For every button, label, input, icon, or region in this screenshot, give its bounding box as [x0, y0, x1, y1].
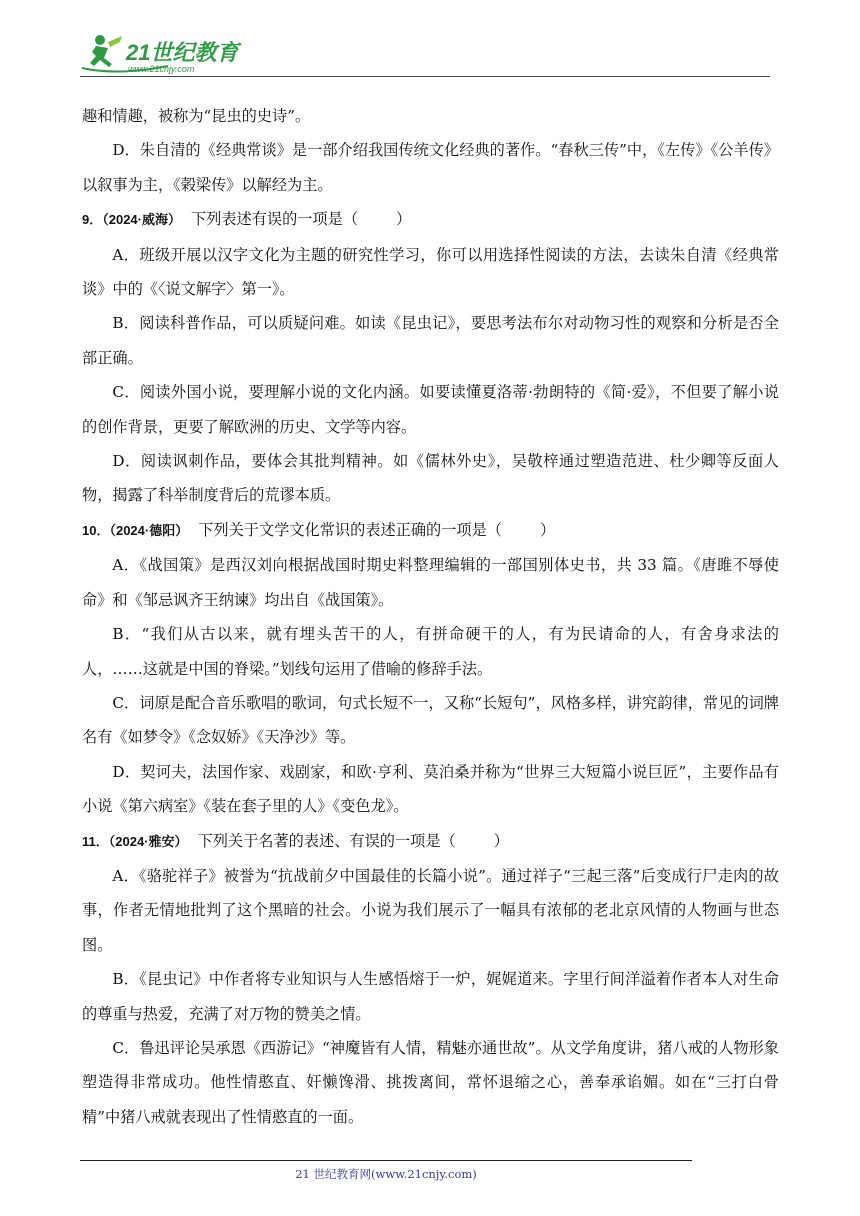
option-paragraph: C．鲁迅评论吴承恩《西游记》“神魔皆有人情，精魅亦通世故”。从文学角度讲，猪八戒的人物形象塑造得非常成功。他性情憨直、奸懒馋滑、挑拨离间，常怀退缩之心，善奉承谄媚。如在“三打白骨精”中猪八戒就表现出了性情憨直的一面。 [82, 1038, 779, 1126]
option-paragraph: D．阅读讽刺作品，要体会其批判精神。如《儒林外史》，吴敬梓通过塑造范进、杜少卿等反面人物，揭露了科举制度背后的荒谬本质。 [82, 452, 779, 505]
question-heading [82, 513, 779, 548]
footer-divider [80, 1160, 692, 1161]
question-source: （2024·德阳） [109, 522, 189, 538]
option-paragraph: A．《战国策》是西汉刘向根据战国时期史料整理编辑的一部国别体史书，共 33 篇。《唐雎不辱使命》和《邹忌讽齐王纳谏》均出自《战国策》。 [82, 556, 779, 609]
question-number: 11． [82, 833, 109, 849]
question-close-paren: ） [396, 210, 412, 229]
option-paragraph: B．“我们从古以来，就有埋头苦干的人，有拼命硬干的人，有为民请命的人，有舍身求法的人，……这就是中国的脊梁。”划线句运用了借喻的修辞手法。 [82, 625, 779, 678]
question-number: 10． [82, 522, 110, 538]
question-heading [82, 202, 779, 237]
question-stem: 下列表述有误的一项是（ [190, 210, 359, 229]
option-paragraph: A．《骆驼祥子》被誉为“抗战前夕中国最佳的长篇小说”。通过祥子“三起三落”后变成行尸走肉的故事，作者无情地批判了这个黑暗的社会。小说为我们展示了一幅具有浓郁的老北京风情的人物画与世态图。 [82, 866, 779, 954]
footer-text: 21 世纪教育网(www.21cnjy.com) [295, 1167, 477, 1181]
continued-paragraph: 趣和情趣，被称为“昆虫的史诗”。 [82, 107, 311, 125]
option-paragraph: D．朱自清的《经典常谈》是一部介绍我国传统文化经典的著作。“春秋三传”中，《左传》《公羊传》以叙事为主，《榖梁传》以解经为主。 [82, 141, 779, 194]
question-heading [82, 824, 779, 859]
question-close-paren: ） [493, 831, 509, 850]
option-paragraph: B．阅读科普作品，可以质疑问难。如读《昆虫记》，要思考法布尔对动物习性的观察和分析是否全部正确。 [82, 314, 779, 367]
option-paragraph: B．《昆虫记》中作者将专业知识与人生感悟熔于一炉，娓娓道来。字里行间洋溢着作者本人对生命的尊重与热爱，充满了对万物的赞美之情。 [82, 970, 779, 1023]
svg-text:www.21cnjy.com: www.21cnjy.com [128, 64, 195, 74]
question-close-paren: ） [539, 520, 556, 539]
option-paragraph: A．班级开展以汉字文化为主题的研究性学习，你可以用选择性阅读的方法，去读朱自清《经典常谈》中的《〈说文解字〉第一》。 [82, 245, 779, 299]
question-stem: 下列关于名著的表述、有误的一项是（ [197, 831, 456, 850]
question-stem: 下列关于文学文化常识的表述正确的一项是（ [198, 520, 502, 539]
option-paragraph: D．契诃夫，法国作家、戏剧家，和欧·亨利、莫泊桑并称为“世界三大短篇小说巨匠”，主要作品有小说《第六病室》《装在套子里的人》《变色龙》。 [82, 762, 779, 816]
question-source: （2024·威海） [102, 212, 181, 228]
svg-text:21世纪教育: 21世纪教育 [126, 40, 239, 65]
header-divider [80, 76, 770, 77]
page-header [78, 30, 778, 80]
question-number: 9． [82, 212, 103, 228]
question-source: （2024·雅安） [108, 833, 188, 849]
document-body [82, 99, 779, 1134]
option-paragraph: C．词原是配合音乐歌唱的歌词，句式长短不一，又称“长短句”，风格多样，讲究韵律，常见的词牌名有《如梦令》《念奴娇》《天净沙》等。 [82, 693, 779, 747]
option-paragraph: C．阅读外国小说，要理解小说的文化内涵。如要读懂夏洛蒂·勃朗特的《简·爱》，不但要了解小说的创作背景，更要了解欧洲的历史、文学等内容。 [82, 383, 779, 436]
site-logo [78, 30, 258, 76]
